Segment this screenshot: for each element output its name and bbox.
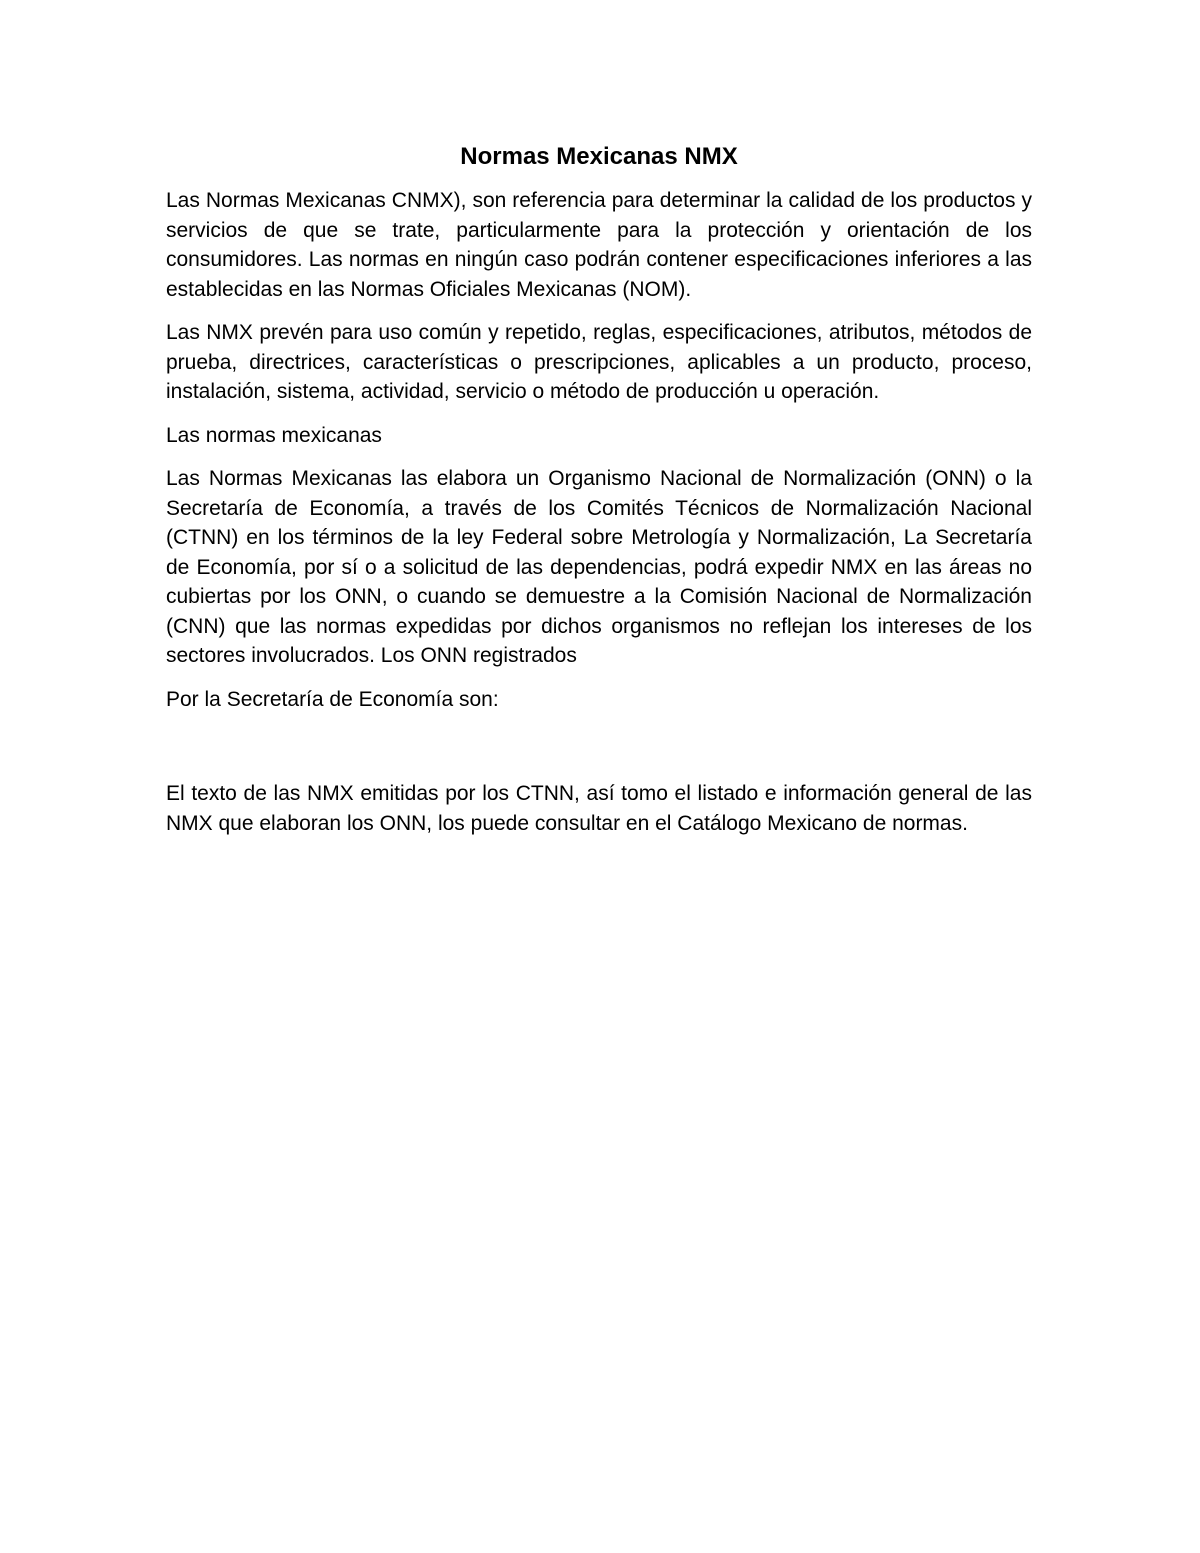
paragraph-elaboration: Las Normas Mexicanas las elabora un Organismo Nacional de Normalización (ONN) o la Secretaría de Economía, a través de los Comités Técnicos de Normalización Nacional (CTNN) en los términos de la ley Federal sobre Metrología y Normalización, La Secretaría de Economía, por sí o a solicitud de las dependencias, podrá expedir NMX en las áreas no cubiertas por los ONN, o cuando se demuestre a la Comisión Nacional de Normalización (CNN) que las normas expedidas por dichos organismos no reflejan los intereses de los sectores involucrados. Los ONN registrados bbox=[166, 467, 1032, 667]
paragraph-secretaria: Por la Secretaría de Economía son: bbox=[166, 687, 499, 711]
paragraph-intro: Las Normas Mexicanas CNMX), son referencia para determinar la calidad de los productos y servicios de que se trate, particularmente para la protección y orientación de los consumidores. Las normas en ningún caso podrán contener especificaciones inferiores a las establecidas en las Normas Oficiales Mexicanas (NOM). bbox=[166, 189, 1032, 301]
blank-line bbox=[166, 728, 1032, 779]
document-title: Normas Mexicanas NMX bbox=[460, 143, 738, 170]
paragraph-catalog: El texto de las NMX emitidas por los CTNN, así tomo el listado e información general de las NMX que elaboran los ONN, los puede consultar en el Catálogo Mexicano de normas. bbox=[166, 782, 1032, 835]
paragraph-subheading: Las normas mexicanas bbox=[166, 423, 382, 447]
paragraph-nmx-scope: Las NMX prevén para uso común y repetido, reglas, especificaciones, atributos, métodos de prueba, directrices, características o prescripciones, aplicables a un producto, proceso, instalación, sistema, actividad, servicio o método de producción u operación. bbox=[166, 321, 1032, 403]
document-body bbox=[166, 138, 1032, 852]
